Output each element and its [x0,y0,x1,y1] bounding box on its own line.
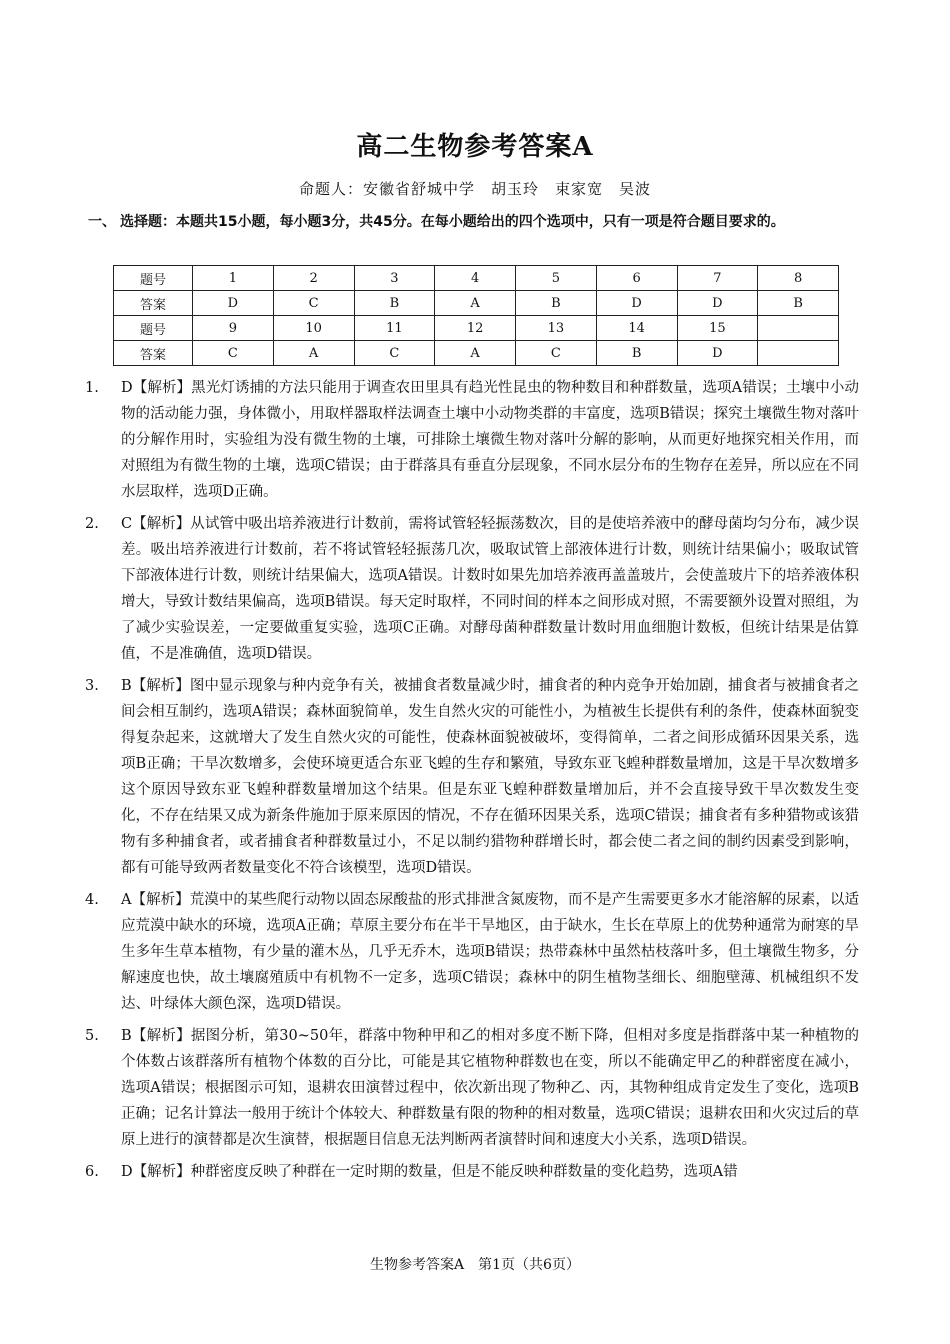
table-cell: 14 [596,316,677,341]
table-row [114,316,839,341]
table-row [114,291,839,316]
explanation-item [0,1023,859,1153]
table-cell: B [354,291,435,316]
item-number: 2. [85,516,99,532]
item-number: 3. [85,678,99,694]
table-cell: 11 [354,316,435,341]
answer-table [113,265,839,366]
item-text: B【解析】据图分析，第30~50年，群落中物种甲和乙的相对多度不断下降，但相对多度是指群落中某一种植物的个体数占该群落所有植物个体数的百分比，可能是其它植物种群数也在变，所以不能确定甲乙的种群密度在减小，选项A错误；根据图示可知，退耕农田演替过程中，依次新出现了物种乙、丙，其物种组成肯定发生了变化，选项B正确；记名计算法一般用于统计个体较大、种群数量有限的物种的相对数量，选项C错误；退耕农田和火灾过后的草原上进行的演替都是次生演替，根据题目信息无法判断两者演替时间和速度大小关系，选项D错误。 [121,1028,859,1148]
table-cell: 4 [435,266,516,291]
table-cell [758,341,839,366]
table-cell: C [516,341,597,366]
table-cell: 12 [435,316,516,341]
table-cell: D [193,291,274,316]
page-title: 高二生物参考答案A [356,132,594,162]
table-cell: D [677,291,758,316]
table-cell: 8 [758,266,839,291]
item-number: 6. [85,1164,99,1180]
table-cell: A [435,341,516,366]
table-row [114,341,839,366]
table-row [114,266,839,291]
table-cell [758,316,839,341]
item-number: 1. [85,380,99,396]
section-instructions: 选择题：本题共15小题，每小题3分，共45分。在每小题给出的四个选项中，只有一项是符合题目要求的。 [120,214,785,230]
item-text: B【解析】图中显示现象与种内竞争有关，被捕食者数量减少时，捕食者的种内竞争开始加剧，捕食者与被捕食者之间会相互制约，选项A错误；森林面貌简单，发生自然火灾的可能性小，为植被生长提供有利的条件，使森林面貌变得复杂起来，这就增大了发生自然火灾的可能性，使森林面貌被破坏，变得简单，二者之间形成循环因果关系，选项B正确；干旱次数增多，会使环境更适合东亚飞蝗的生存和繁殖，导致东亚飞蝗种群数量增加，这是干旱次数增多这个原因导致东亚飞蝗种群数量增加这个结果。但是东亚飞蝗种群数量增加后，并不会直接导致干旱次数发生变化，不存在结果又成为新条件施加于原来原因的情况，不存在循环因果关系，选项C错误；捕食者有多种猎物或该猎物有多种捕食者，或者捕食者种群数量过小，不足以制约猎物种群增长时，都会使二者之间的制约因素受到影响，都有可能导致两者数量变化不符合该模型，选项D错误。 [121,678,859,876]
authors-line: 命题人：安徽省舒城中学 胡玉玲 束家宽 吴波 [298,180,651,198]
table-cell: C [354,341,435,366]
explanation-item [0,887,859,1017]
table-cell: 答案 [114,341,193,366]
table-cell: 2 [273,266,354,291]
table-cell: 5 [516,266,597,291]
item-number: 4. [85,892,99,908]
explanation-item [0,1159,859,1185]
section-heading [88,210,868,235]
table-cell: 题号 [114,266,193,291]
table-cell: B [596,341,677,366]
explanation-item [0,673,859,881]
item-text: D【解析】种群密度反映了种群在一定时期的数量，但是不能反映种群数量的变化趋势，选项A错 [121,1164,738,1180]
table-cell: 题号 [114,316,193,341]
table-cell: 15 [677,316,758,341]
table-cell: 7 [677,266,758,291]
explanation-list [0,375,950,1191]
page-footer: 生物参考答案A 第1页（共6页） [370,1257,580,1273]
table-cell: A [435,291,516,316]
table-cell: 6 [596,266,677,291]
item-text: C【解析】从试管中吸出培养液进行计数前，需将试管轻轻振荡数次，目的是使培养液中的酵母菌均匀分布，减少误差。吸出培养液进行计数前，若不将试管轻轻振荡几次，吸取试管上部液体进行计数，则统计结果偏小；吸取试管下部液体进行计数，则统计结果偏大，选项A错误。计数时如果先加培养液再盖盖玻片，会使盖玻片下的培养液体积增大，导致计数结果偏高，选项B错误。每天定时取样，不同时间的样本之间形成对照，不需要额外设置对照组，为了减少实验误差，一定要做重复实验，选项C正确。对酵母菌种群数量计数时用血细胞计数板，但统计结果是估算值，不是准确值，选项D错误。 [121,516,859,662]
item-text: A【解析】荒漠中的某些爬行动物以固态尿酸盐的形式排泄含氮废物，而不是产生需要更多水才能溶解的尿素，以适应荒漠中缺水的环境，选项A正确；草原主要分布在半干旱地区，由于缺水，生长在草原上的优势种通常为耐寒的旱生多年生草本植物，有少量的灌木丛，几乎无乔木，选项B错误；热带森林中虽然枯枝落叶多，但土壤微生物多，分解速度也快，故土壤腐殖质中有机物不一定多，选项C错误；森林中的阴生植物茎细长、细胞壁薄、机械组织不发达、叶绿体大颜色深，选项D错误。 [121,892,859,1012]
table-cell: D [677,341,758,366]
table-cell: B [758,291,839,316]
table-cell: 3 [354,266,435,291]
table-cell: 10 [273,316,354,341]
table-cell: A [273,341,354,366]
item-text: D【解析】黑光灯诱捕的方法只能用于调查农田里具有趋光性昆虫的物种数目和种群数量，选项A错误；土壤中小动物的活动能力强，身体微小，用取样器取样法调查土壤中小动物类群的丰富度，选项B错误；探究土壤微生物对落叶的分解作用时，实验组为没有微生物的土壤，可排除土壤微生物对落叶分解的影响，从而更好地探究相关作用，而对照组为有微生物的土壤，选项C错误；由于群落具有垂直分层现象，不同水层分布的生物存在差异，所以应在不同水层取样，选项D正确。 [121,380,859,500]
explanation-item [0,511,859,667]
item-number: 5. [85,1028,99,1044]
table-cell: 答案 [114,291,193,316]
table-cell: 9 [193,316,274,341]
table-cell: B [516,291,597,316]
explanation-item [0,375,859,505]
table-cell: D [596,291,677,316]
table-cell: 1 [193,266,274,291]
table-cell: C [273,291,354,316]
section-number: 一、 [88,214,116,230]
table-cell: 13 [516,316,597,341]
table-cell: C [193,341,274,366]
